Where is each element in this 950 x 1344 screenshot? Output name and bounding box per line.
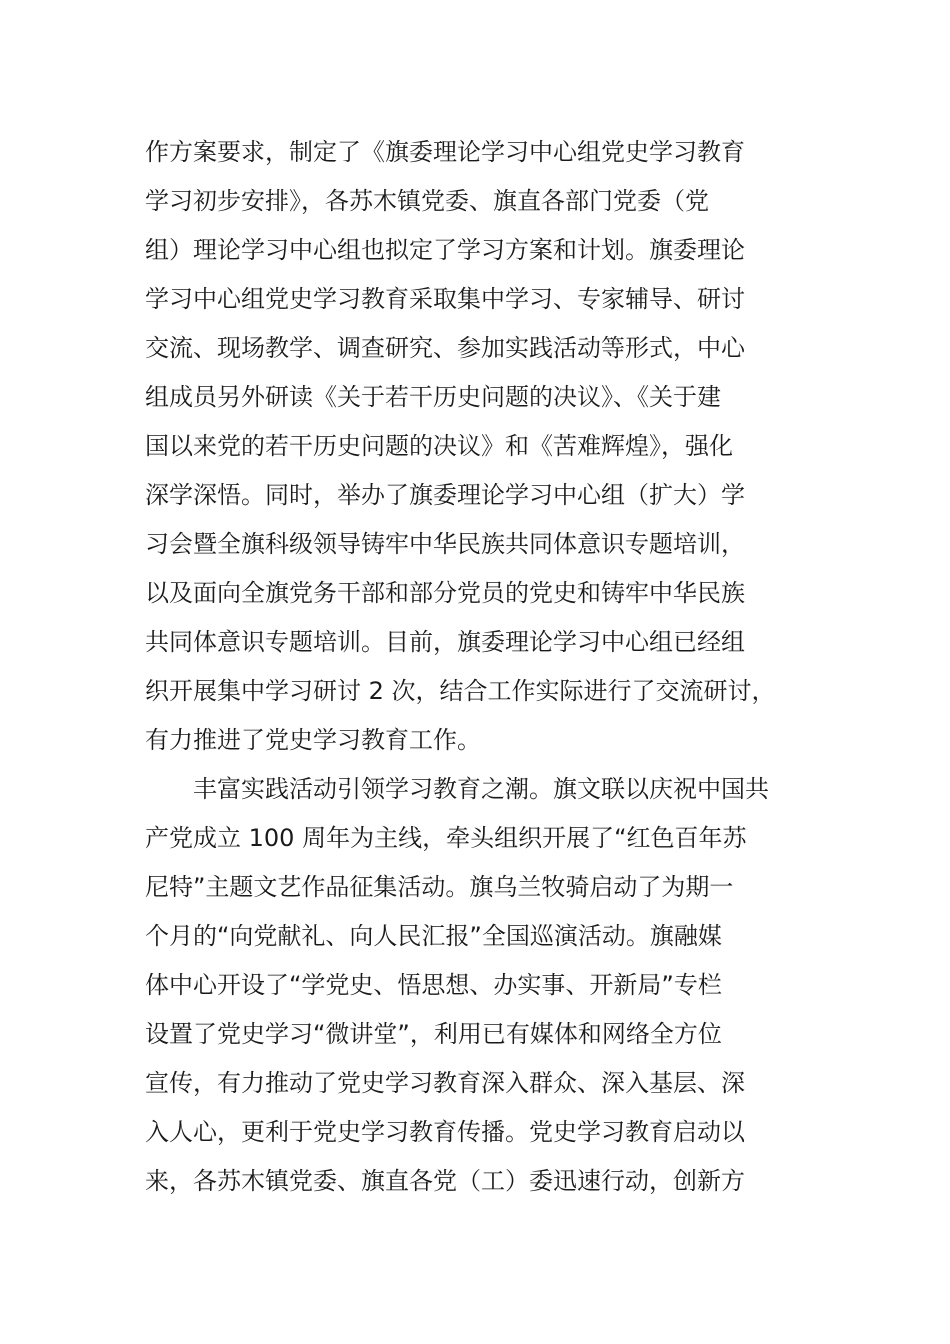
text-line: 学习初步安排》，各苏木镇党委、旗直各部门党委（党	[145, 187, 709, 215]
text-line: 组）理论学习中心组也拟定了学习方案和计划。旗委理论	[145, 236, 745, 264]
text-line: 以及面向全旗党务干部和部分党员的党史和铸牢中华民族	[145, 579, 745, 607]
text-line: 织开展集中学习研讨 2 次，结合工作实际进行了交流研讨，	[145, 677, 776, 705]
text-line: 国以来党的若干历史问题的决议》和《苦难辉煌》，强化	[145, 432, 733, 460]
text-line: 习会暨全旗科级领导铸牢中华民族共同体意识专题培训，	[145, 530, 745, 558]
text-line: 设置了党史学习“微讲堂”，利用已有媒体和网络全方位	[145, 1020, 722, 1048]
text-line: 尼特”主题文艺作品征集活动。旗乌兰牧骑启动了为期一	[145, 873, 734, 901]
text-line: 学习中心组党史学习教育采取集中学习、专家辅导、研讨	[145, 285, 745, 313]
text-line: 深学深悟。同时，举办了旗委理论学习中心组（扩大）学	[145, 481, 745, 509]
text-line: 宣传，有力推动了党史学习教育深入群众、深入基层、深	[145, 1069, 745, 1097]
text-line: 来，各苏木镇党委、旗直各党（工）委迅速行动，创新方	[145, 1167, 745, 1195]
text-line: 组成员另外研读《关于若干历史问题的决议》、《关于建	[145, 383, 721, 411]
text-line: 共同体意识专题培训。目前，旗委理论学习中心组已经组	[145, 628, 745, 656]
text-line: 入人心，更利于党史学习教育传播。党史学习教育启动以	[145, 1118, 745, 1146]
text-line: 作方案要求，制定了《旗委理论学习中心组党史学习教育	[145, 138, 745, 166]
paragraph-start-line: 丰富实践活动引领学习教育之潮。旗文联以庆祝中国共	[193, 775, 769, 803]
text-line: 交流、现场教学、调查研究、参加实践活动等形式，中心	[145, 334, 745, 362]
text-line: 有力推进了党史学习教育工作。	[145, 726, 481, 754]
text-line: 个月的“向党献礼、向人民汇报”全国巡演活动。旗融媒	[145, 922, 722, 950]
text-line: 产党成立 100 周年为主线，牵头组织开展了“红色百年苏	[145, 824, 747, 852]
document-body	[145, 128, 825, 1206]
text-line: 体中心开设了“学党史、悟思想、办实事、开新局”专栏	[145, 971, 722, 999]
